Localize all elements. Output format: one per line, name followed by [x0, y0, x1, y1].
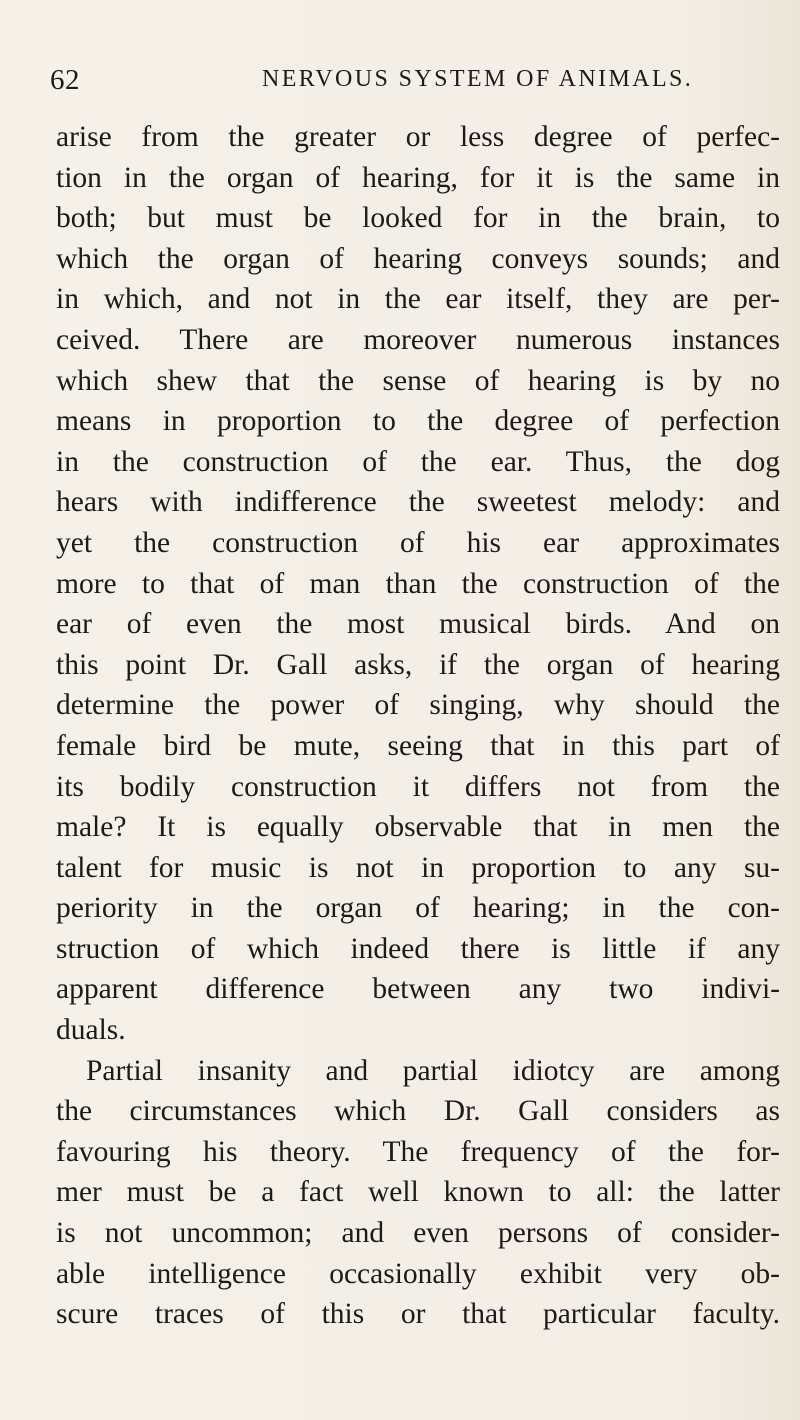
text-line: is not uncommon; and even persons of consider-	[56, 1217, 780, 1250]
text-line: apparent difference between any two indivi-	[56, 973, 780, 1006]
text-line: able intelligence occasionally exhibit very ob-	[56, 1257, 780, 1290]
text-line: periority in the organ of hearing; in the con-	[56, 892, 780, 925]
text-line: arise from the greater or less degree of perfec-	[56, 121, 780, 153]
text-line: female bird be mute, seeing that in this part of	[56, 729, 780, 762]
page-number: 62	[50, 64, 80, 96]
text-line: this point Dr. Gall asks, if the organ of hearing	[56, 648, 780, 681]
text-line: favouring his theory. The frequency of the for-	[56, 1135, 780, 1168]
text-line: more to that of man than the construction of the	[56, 567, 780, 600]
page-header	[50, 64, 750, 104]
text-line: scure traces of this or that particular faculty.	[56, 1298, 780, 1331]
body-text	[56, 117, 780, 1335]
text-line: the circumstances which Dr. Gall considers as	[56, 1095, 780, 1128]
text-line: mer must be a fact well known to all: the latter	[56, 1176, 780, 1209]
paragraph-start-line: Partial insanity and partial idiotcy are among	[86, 1054, 780, 1087]
text-line: means in proportion to the degree of perfection	[56, 405, 780, 438]
running-head: NERVOUS SYSTEM OF ANIMALS.	[262, 66, 694, 92]
text-line: ceived. There are moreover numerous instances	[56, 323, 780, 356]
text-line: struction of which indeed there is little if any	[56, 932, 780, 965]
text-line: hears with indifference the sweetest melody: and	[56, 486, 780, 519]
text-line: ear of even the most musical birds. And on	[56, 608, 780, 641]
text-line: in the construction of the ear. Thus, the dog	[56, 445, 780, 478]
text-line: which shew that the sense of hearing is by no	[56, 364, 780, 397]
text-line: which the organ of hearing conveys sounds; and	[56, 242, 780, 275]
text-line: talent for music is not in proportion to any su-	[56, 851, 780, 884]
text-line: yet the construction of his ear approximates	[56, 526, 780, 559]
text-line: duals.	[56, 1014, 126, 1047]
text-line: both; but must be looked for in the brain, to	[56, 202, 780, 235]
text-line: determine the power of singing, why should the	[56, 689, 780, 722]
text-line: male? It is equally observable that in men the	[56, 811, 780, 844]
text-line: its bodily construction it differs not from the	[56, 770, 780, 803]
text-line: tion in the organ of hearing, for it is the same in	[56, 161, 780, 194]
text-line: in which, and not in the ear itself, they are per-	[56, 283, 780, 316]
